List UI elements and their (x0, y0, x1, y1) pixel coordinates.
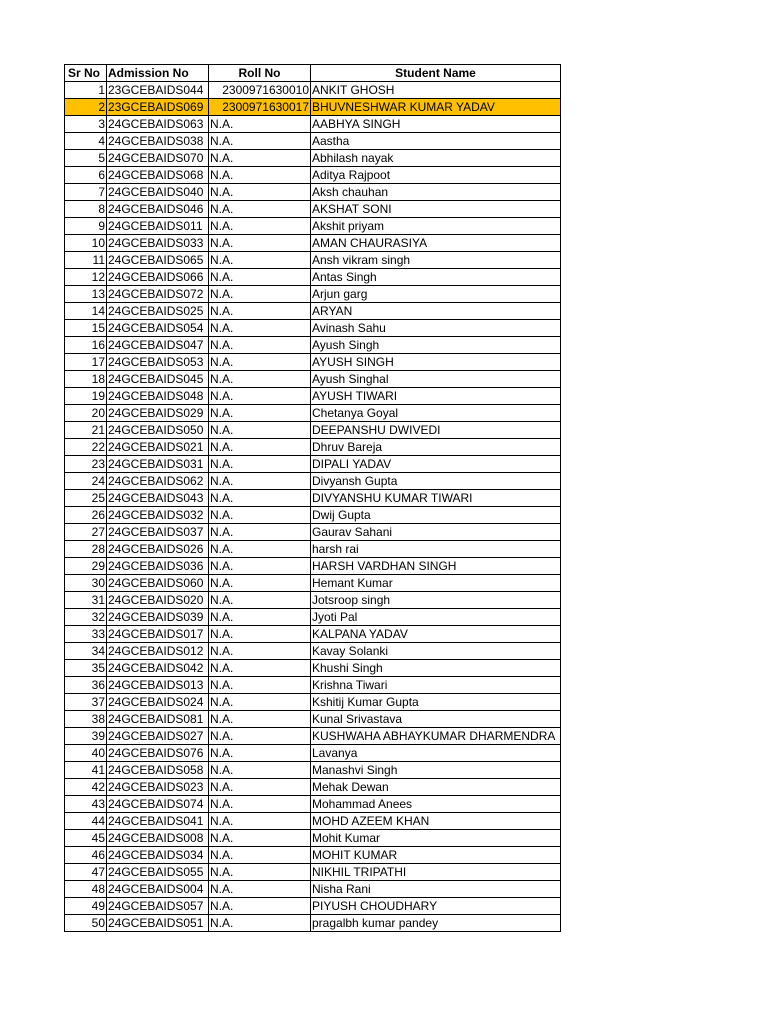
roll-no-cell[interactable]: N.A. (209, 354, 311, 371)
student-name-cell[interactable]: ANKIT GHOSH (311, 82, 561, 99)
roll-no-cell[interactable]: N.A. (209, 915, 311, 932)
table-row (65, 320, 561, 337)
admission-no-cell[interactable]: 24GCEBAIDS058 (107, 762, 209, 779)
admission-no-cell[interactable]: 24GCEBAIDS045 (107, 371, 209, 388)
roll-no-cell[interactable]: N.A. (209, 388, 311, 405)
table-row (65, 915, 561, 932)
student-name-cell[interactable]: NIKHIL TRIPATHI (311, 864, 561, 881)
admission-no-cell[interactable]: 24GCEBAIDS033 (107, 235, 209, 252)
admission-no-cell[interactable]: 24GCEBAIDS008 (107, 830, 209, 847)
roll-no-cell[interactable]: N.A. (209, 626, 311, 643)
admission-no-cell[interactable]: 24GCEBAIDS029 (107, 405, 209, 422)
sr-no-cell[interactable]: 27 (65, 524, 107, 541)
admission-no-cell[interactable]: 24GCEBAIDS081 (107, 711, 209, 728)
table-row (65, 99, 561, 116)
admission-no-cell[interactable]: 24GCEBAIDS034 (107, 847, 209, 864)
roll-no-cell[interactable]: N.A. (209, 524, 311, 541)
roll-no-cell[interactable]: N.A. (209, 694, 311, 711)
student-name-cell[interactable]: Gaurav Sahani (311, 524, 561, 541)
student-name-cell[interactable]: AYUSH SINGH (311, 354, 561, 371)
student-name-cell[interactable]: Dwij Gupta (311, 507, 561, 524)
sr-no-cell[interactable]: 25 (65, 490, 107, 507)
student-name-cell[interactable]: Aastha (311, 133, 561, 150)
table-row (65, 218, 561, 235)
roll-no-cell[interactable]: N.A. (209, 779, 311, 796)
student-name-cell[interactable]: AMAN CHAURASIYA (311, 235, 561, 252)
header-sr-no[interactable]: Sr No (65, 65, 107, 82)
roll-no-cell[interactable]: N.A. (209, 405, 311, 422)
student-name-cell[interactable]: Aksh chauhan (311, 184, 561, 201)
admission-no-cell[interactable]: 24GCEBAIDS038 (107, 133, 209, 150)
roll-no-cell[interactable]: N.A. (209, 796, 311, 813)
student-name-cell[interactable]: DEEPANSHU DWIVEDI (311, 422, 561, 439)
sr-no-cell[interactable]: 34 (65, 643, 107, 660)
roll-no-cell[interactable]: N.A. (209, 218, 311, 235)
admission-no-cell[interactable]: 24GCEBAIDS017 (107, 626, 209, 643)
sr-no-cell[interactable]: 50 (65, 915, 107, 932)
admission-no-cell[interactable]: 24GCEBAIDS037 (107, 524, 209, 541)
sr-no-cell[interactable]: 33 (65, 626, 107, 643)
admission-no-cell[interactable]: 24GCEBAIDS066 (107, 269, 209, 286)
sr-no-cell[interactable]: 28 (65, 541, 107, 558)
roll-no-cell[interactable]: N.A. (209, 711, 311, 728)
table-row (65, 660, 561, 677)
sr-no-cell[interactable]: 41 (65, 762, 107, 779)
roll-no-cell[interactable]: N.A. (209, 201, 311, 218)
admission-no-cell[interactable]: 24GCEBAIDS023 (107, 779, 209, 796)
sr-no-cell[interactable]: 2 (65, 99, 107, 116)
sr-no-cell[interactable]: 9 (65, 218, 107, 235)
header-roll-no[interactable]: Roll No (209, 65, 311, 82)
roll-no-cell[interactable]: N.A. (209, 575, 311, 592)
sr-no-cell[interactable]: 30 (65, 575, 107, 592)
table-row (65, 592, 561, 609)
table-row (65, 337, 561, 354)
table-row (65, 524, 561, 541)
sr-no-cell[interactable]: 26 (65, 507, 107, 524)
student-name-cell[interactable]: Chetanya Goyal (311, 405, 561, 422)
sr-no-cell[interactable]: 14 (65, 303, 107, 320)
sr-no-cell[interactable]: 21 (65, 422, 107, 439)
table-row (65, 898, 561, 915)
admission-no-cell[interactable]: 24GCEBAIDS070 (107, 150, 209, 167)
roll-no-cell[interactable]: N.A. (209, 677, 311, 694)
roll-no-cell[interactable]: N.A. (209, 371, 311, 388)
sr-no-cell[interactable]: 13 (65, 286, 107, 303)
admission-no-cell[interactable]: 24GCEBAIDS011 (107, 218, 209, 235)
sr-no-cell[interactable]: 16 (65, 337, 107, 354)
student-name-cell[interactable]: ARYAN (311, 303, 561, 320)
student-name-cell[interactable]: Hemant Kumar (311, 575, 561, 592)
student-name-cell[interactable]: Kunal Srivastava (311, 711, 561, 728)
sr-no-cell[interactable]: 23 (65, 456, 107, 473)
sr-no-cell[interactable]: 12 (65, 269, 107, 286)
admission-no-cell[interactable]: 24GCEBAIDS068 (107, 167, 209, 184)
table-row (65, 133, 561, 150)
header-student-name[interactable]: Student Name (311, 65, 561, 82)
student-name-cell[interactable]: Kavay Solanki (311, 643, 561, 660)
student-name-cell[interactable]: Mohit Kumar (311, 830, 561, 847)
roll-no-cell[interactable]: N.A. (209, 235, 311, 252)
admission-no-cell[interactable]: 24GCEBAIDS013 (107, 677, 209, 694)
roll-no-cell[interactable]: N.A. (209, 320, 311, 337)
student-name-cell[interactable]: DIVYANSHU KUMAR TIWARI (311, 490, 561, 507)
admission-no-cell[interactable]: 24GCEBAIDS043 (107, 490, 209, 507)
student-name-cell[interactable]: Akshit priyam (311, 218, 561, 235)
roll-no-cell[interactable]: N.A. (209, 643, 311, 660)
admission-no-cell[interactable]: 23GCEBAIDS069 (107, 99, 209, 116)
admission-no-cell[interactable]: 24GCEBAIDS053 (107, 354, 209, 371)
admission-no-cell[interactable]: 24GCEBAIDS074 (107, 796, 209, 813)
sr-no-cell[interactable]: 42 (65, 779, 107, 796)
roll-no-cell[interactable]: N.A. (209, 422, 311, 439)
sr-no-cell[interactable]: 40 (65, 745, 107, 762)
roll-no-cell[interactable]: N.A. (209, 830, 311, 847)
table-row (65, 456, 561, 473)
roll-no-cell[interactable]: N.A. (209, 303, 311, 320)
sr-no-cell[interactable]: 1 (65, 82, 107, 99)
roll-no-cell[interactable]: N.A. (209, 133, 311, 150)
sr-no-cell[interactable]: 19 (65, 388, 107, 405)
student-name-cell[interactable]: Avinash Sahu (311, 320, 561, 337)
table-row (65, 507, 561, 524)
table-row (65, 762, 561, 779)
roll-no-cell[interactable]: N.A. (209, 609, 311, 626)
table-row (65, 167, 561, 184)
admission-no-cell[interactable]: 24GCEBAIDS057 (107, 898, 209, 915)
student-name-cell[interactable]: Ayush Singh (311, 337, 561, 354)
admission-no-cell[interactable]: 24GCEBAIDS020 (107, 592, 209, 609)
roll-no-cell[interactable]: N.A. (209, 558, 311, 575)
sr-no-cell[interactable]: 29 (65, 558, 107, 575)
admission-no-cell[interactable]: 24GCEBAIDS041 (107, 813, 209, 830)
admission-no-cell[interactable]: 24GCEBAIDS021 (107, 439, 209, 456)
table-row (65, 847, 561, 864)
student-name-cell[interactable]: Krishna Tiwari (311, 677, 561, 694)
admission-no-cell[interactable]: 24GCEBAIDS046 (107, 201, 209, 218)
sr-no-cell[interactable]: 7 (65, 184, 107, 201)
student-name-cell[interactable]: Jotsroop singh (311, 592, 561, 609)
table-row (65, 150, 561, 167)
admission-no-cell[interactable]: 24GCEBAIDS076 (107, 745, 209, 762)
table-row (65, 490, 561, 507)
sr-no-cell[interactable]: 5 (65, 150, 107, 167)
sr-no-cell[interactable]: 8 (65, 201, 107, 218)
student-name-cell[interactable]: HARSH VARDHAN SINGH (311, 558, 561, 575)
student-name-cell[interactable]: AABHYA SINGH (311, 116, 561, 133)
table-row (65, 694, 561, 711)
admission-no-cell[interactable]: 24GCEBAIDS027 (107, 728, 209, 745)
student-name-cell[interactable]: KUSHWAHA ABHAYKUMAR DHARMENDRA (311, 728, 561, 745)
sr-no-cell[interactable]: 17 (65, 354, 107, 371)
roll-no-cell[interactable]: N.A. (209, 456, 311, 473)
roll-no-cell[interactable]: N.A. (209, 252, 311, 269)
sr-no-cell[interactable]: 43 (65, 796, 107, 813)
roll-no-cell[interactable]: N.A. (209, 337, 311, 354)
admission-no-cell[interactable]: 24GCEBAIDS012 (107, 643, 209, 660)
table-row (65, 473, 561, 490)
admission-no-cell[interactable]: 24GCEBAIDS048 (107, 388, 209, 405)
admission-no-cell[interactable]: 24GCEBAIDS063 (107, 116, 209, 133)
sr-no-cell[interactable]: 22 (65, 439, 107, 456)
sr-no-cell[interactable]: 47 (65, 864, 107, 881)
roll-no-cell[interactable]: N.A. (209, 660, 311, 677)
table-row (65, 830, 561, 847)
admission-no-cell[interactable]: 24GCEBAIDS054 (107, 320, 209, 337)
student-name-cell[interactable]: AYUSH TIWARI (311, 388, 561, 405)
table-body (65, 82, 561, 932)
table-row (65, 813, 561, 830)
admission-no-cell[interactable]: 23GCEBAIDS044 (107, 82, 209, 99)
student-name-cell[interactable]: Jyoti Pal (311, 609, 561, 626)
table-row (65, 745, 561, 762)
table-row (65, 269, 561, 286)
sr-no-cell[interactable]: 18 (65, 371, 107, 388)
sr-no-cell[interactable]: 10 (65, 235, 107, 252)
student-table (64, 64, 561, 932)
student-name-cell[interactable]: Lavanya (311, 745, 561, 762)
sr-no-cell[interactable]: 3 (65, 116, 107, 133)
sr-no-cell[interactable]: 6 (65, 167, 107, 184)
student-name-cell[interactable]: AKSHAT SONI (311, 201, 561, 218)
student-name-cell[interactable]: Divyansh Gupta (311, 473, 561, 490)
roll-no-cell[interactable]: 2300971630017 (209, 99, 311, 116)
admission-no-cell[interactable]: 24GCEBAIDS040 (107, 184, 209, 201)
sr-no-cell[interactable]: 32 (65, 609, 107, 626)
sr-no-cell[interactable]: 46 (65, 847, 107, 864)
table-row (65, 864, 561, 881)
admission-no-cell[interactable]: 24GCEBAIDS036 (107, 558, 209, 575)
table-row (65, 184, 561, 201)
admission-no-cell[interactable]: 24GCEBAIDS055 (107, 864, 209, 881)
admission-no-cell[interactable]: 24GCEBAIDS051 (107, 915, 209, 932)
roll-no-cell[interactable]: N.A. (209, 490, 311, 507)
student-name-cell[interactable]: pragalbh kumar pandey (311, 915, 561, 932)
sr-no-cell[interactable]: 36 (65, 677, 107, 694)
table-row (65, 201, 561, 218)
table-row (65, 881, 561, 898)
table-row (65, 643, 561, 660)
student-name-cell[interactable]: Manashvi Singh (311, 762, 561, 779)
sr-no-cell[interactable]: 49 (65, 898, 107, 915)
student-name-cell[interactable]: Arjun garg (311, 286, 561, 303)
sr-no-cell[interactable]: 45 (65, 830, 107, 847)
roll-no-cell[interactable]: N.A. (209, 864, 311, 881)
student-name-cell[interactable]: PIYUSH CHOUDHARY (311, 898, 561, 915)
sr-no-cell[interactable]: 15 (65, 320, 107, 337)
table-row (65, 405, 561, 422)
sr-no-cell[interactable]: 35 (65, 660, 107, 677)
admission-no-cell[interactable]: 24GCEBAIDS060 (107, 575, 209, 592)
roll-no-cell[interactable]: N.A. (209, 116, 311, 133)
header-admission-no[interactable]: Admission No (107, 65, 209, 82)
table-row (65, 541, 561, 558)
student-name-cell[interactable]: Dhruv Bareja (311, 439, 561, 456)
roll-no-cell[interactable]: N.A. (209, 847, 311, 864)
table-row (65, 354, 561, 371)
admission-no-cell[interactable]: 24GCEBAIDS026 (107, 541, 209, 558)
student-name-cell[interactable]: harsh rai (311, 541, 561, 558)
table-row (65, 286, 561, 303)
admission-no-cell[interactable]: 24GCEBAIDS025 (107, 303, 209, 320)
table-row (65, 711, 561, 728)
table-row (65, 728, 561, 745)
admission-no-cell[interactable]: 24GCEBAIDS024 (107, 694, 209, 711)
roll-no-cell[interactable]: N.A. (209, 881, 311, 898)
student-name-cell[interactable]: Ayush Singhal (311, 371, 561, 388)
table-row (65, 82, 561, 99)
student-name-cell[interactable]: Mohammad Anees (311, 796, 561, 813)
table-row (65, 116, 561, 133)
admission-no-cell[interactable]: 24GCEBAIDS062 (107, 473, 209, 490)
sr-no-cell[interactable]: 38 (65, 711, 107, 728)
sr-no-cell[interactable]: 44 (65, 813, 107, 830)
header-row (65, 65, 561, 82)
roll-no-cell[interactable]: N.A. (209, 813, 311, 830)
roll-no-cell[interactable]: N.A. (209, 167, 311, 184)
table-row (65, 235, 561, 252)
roll-no-cell[interactable]: N.A. (209, 541, 311, 558)
student-name-cell[interactable]: Antas Singh (311, 269, 561, 286)
student-name-cell[interactable]: MOHD AZEEM KHAN (311, 813, 561, 830)
table-row (65, 388, 561, 405)
table-row (65, 575, 561, 592)
student-name-cell[interactable]: MOHIT KUMAR (311, 847, 561, 864)
student-name-cell[interactable]: Nisha Rani (311, 881, 561, 898)
student-name-cell[interactable]: KALPANA YADAV (311, 626, 561, 643)
table-row (65, 252, 561, 269)
student-name-cell[interactable]: Kshitij Kumar Gupta (311, 694, 561, 711)
student-name-cell[interactable]: BHUVNESHWAR KUMAR YADAV (311, 99, 561, 116)
table-row (65, 626, 561, 643)
table-row (65, 677, 561, 694)
roll-no-cell[interactable]: N.A. (209, 286, 311, 303)
admission-no-cell[interactable]: 24GCEBAIDS047 (107, 337, 209, 354)
table-row (65, 422, 561, 439)
student-name-cell[interactable]: Aditya Rajpoot (311, 167, 561, 184)
roll-no-cell[interactable]: N.A. (209, 745, 311, 762)
sr-no-cell[interactable]: 39 (65, 728, 107, 745)
roll-no-cell[interactable]: N.A. (209, 184, 311, 201)
sr-no-cell[interactable]: 20 (65, 405, 107, 422)
roll-no-cell[interactable]: N.A. (209, 507, 311, 524)
table-row (65, 779, 561, 796)
admission-no-cell[interactable]: 24GCEBAIDS039 (107, 609, 209, 626)
table-row (65, 439, 561, 456)
student-name-cell[interactable]: Ansh vikram singh (311, 252, 561, 269)
roll-no-cell[interactable]: N.A. (209, 473, 311, 490)
sr-no-cell[interactable]: 37 (65, 694, 107, 711)
roll-no-cell[interactable]: 2300971630010 (209, 82, 311, 99)
admission-no-cell[interactable]: 24GCEBAIDS032 (107, 507, 209, 524)
table-row (65, 371, 561, 388)
sr-no-cell[interactable]: 24 (65, 473, 107, 490)
admission-no-cell[interactable]: 24GCEBAIDS072 (107, 286, 209, 303)
sr-no-cell[interactable]: 11 (65, 252, 107, 269)
roll-no-cell[interactable]: N.A. (209, 592, 311, 609)
roll-no-cell[interactable]: N.A. (209, 439, 311, 456)
sr-no-cell[interactable]: 48 (65, 881, 107, 898)
roll-no-cell[interactable]: N.A. (209, 762, 311, 779)
roll-no-cell[interactable]: N.A. (209, 150, 311, 167)
table-row (65, 796, 561, 813)
student-name-cell[interactable]: DIPALI YADAV (311, 456, 561, 473)
admission-no-cell[interactable]: 24GCEBAIDS031 (107, 456, 209, 473)
admission-no-cell[interactable]: 24GCEBAIDS065 (107, 252, 209, 269)
roll-no-cell[interactable]: N.A. (209, 898, 311, 915)
roll-no-cell[interactable]: N.A. (209, 728, 311, 745)
table-row (65, 609, 561, 626)
student-name-cell[interactable]: Mehak Dewan (311, 779, 561, 796)
table-row (65, 558, 561, 575)
table-row (65, 303, 561, 320)
admission-no-cell[interactable]: 24GCEBAIDS050 (107, 422, 209, 439)
student-name-cell[interactable]: Khushi Singh (311, 660, 561, 677)
sr-no-cell[interactable]: 31 (65, 592, 107, 609)
student-name-cell[interactable]: Abhilash nayak (311, 150, 561, 167)
sr-no-cell[interactable]: 4 (65, 133, 107, 150)
roll-no-cell[interactable]: N.A. (209, 269, 311, 286)
admission-no-cell[interactable]: 24GCEBAIDS042 (107, 660, 209, 677)
admission-no-cell[interactable]: 24GCEBAIDS004 (107, 881, 209, 898)
